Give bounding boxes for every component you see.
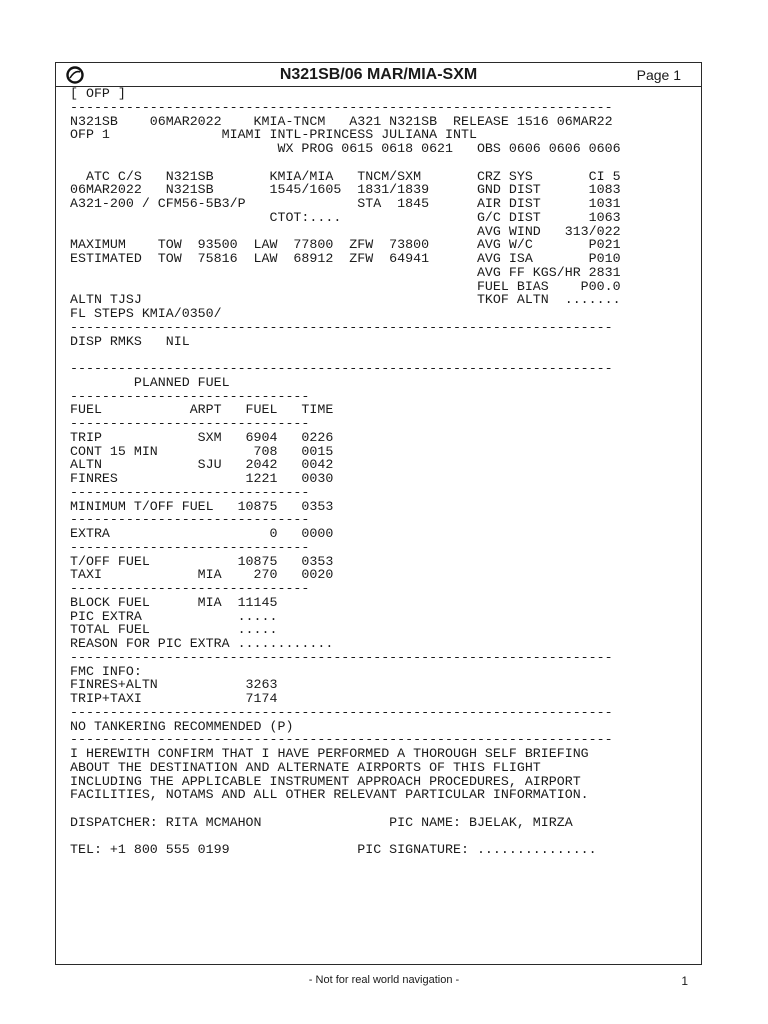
ofp-document <box>55 62 702 965</box>
page-number: 1 <box>681 974 688 988</box>
ofp-text: [ OFP ] -------------------------------------------------------------------- N321SB 06MAR2022 KMIA-TNCM A321 N321SB RELEASE 1516 06MAR22 OFP 1 MIAMI INTL-PRINCESS JULIANA INTL WX PROG 0615 0618 0621 OBS 0606 0606 0606 ATC C/S N321SB KMIA/MIA TNCM/SXM CRZ SYS CI 5 06MAR2022 N321SB 1545/1605 1831/1839 GND DIST 1083 A321-200 / CFM56-5B3/P STA 1845 AIR DIST 1031 CTOT:.... G/C DIST 1063 AVG WIND 313/022 MAXIMUM TOW 93500 LAW 77800 ZFW 73800 AVG W/C P021 ESTIMATED TOW 75816 LAW 68912 ZFW 64941 AVG ISA P010 AVG FF KGS/HR 2831 FUEL BIAS P00.0 ALTN TJSJ TKOF ALTN ....... FL STEPS KMIA/0350/ -------------------------------------------------------------------- DISP RMKS NIL -------------------------------------------------------------------- PLANNED FUEL ------------------------------ FUEL ARPT FUEL TIME ------------------------------ TRIP SXM 6904 0226 CONT 15 MIN 708 0015 ALTN SJU 2042 0042 FINRES 1221 0030 ------------------------------ MINIMUM T/OFF FUEL 10875 0353 ------------------------------ EXTRA 0 0000 ------------------------------ T/OFF FUEL 10875 0353 TAXI MIA 270 0020 ------------------------------ BLOCK FUEL MIA 11145 PIC EXTRA ..... TOTAL FUEL ..... REASON FOR PIC EXTRA ............ -------------------------------------------------------------------- FMC INFO: FINRES+ALTN 3263 TRIP+TAXI 7174 -------------------------------------------------------------------- NO TANKERING RECOMMENDED (P) -------------------------------------------------------------------- I HEREWITH CONFIRM THAT I HAVE PERFORMED A THOROUGH SELF BRIEFING ABOUT THE DESTINATION AND ALTERNATE AIRPORTS OF THIS FLIGHT INCLUDING THE APPLICABLE INSTRUMENT APPROACH PROCEDURES, AIRPORT FACILITIES, NOTAMS AND ALL OTHER RELEVANT PARTICULAR INFORMATION. DISPATCHER: RITA MCMAHON PIC NAME: BJELAK, MIRZA TEL: +1 800 555 0199 PIC SIGNATURE: ............... <box>70 86 621 858</box>
page-label: Page 1 <box>636 67 681 83</box>
document-title: N321SB/06 MAR/MIA-SXM <box>279 66 478 83</box>
footer-disclaimer: - Not for real world navigation - <box>308 974 460 986</box>
document-header <box>56 63 701 87</box>
